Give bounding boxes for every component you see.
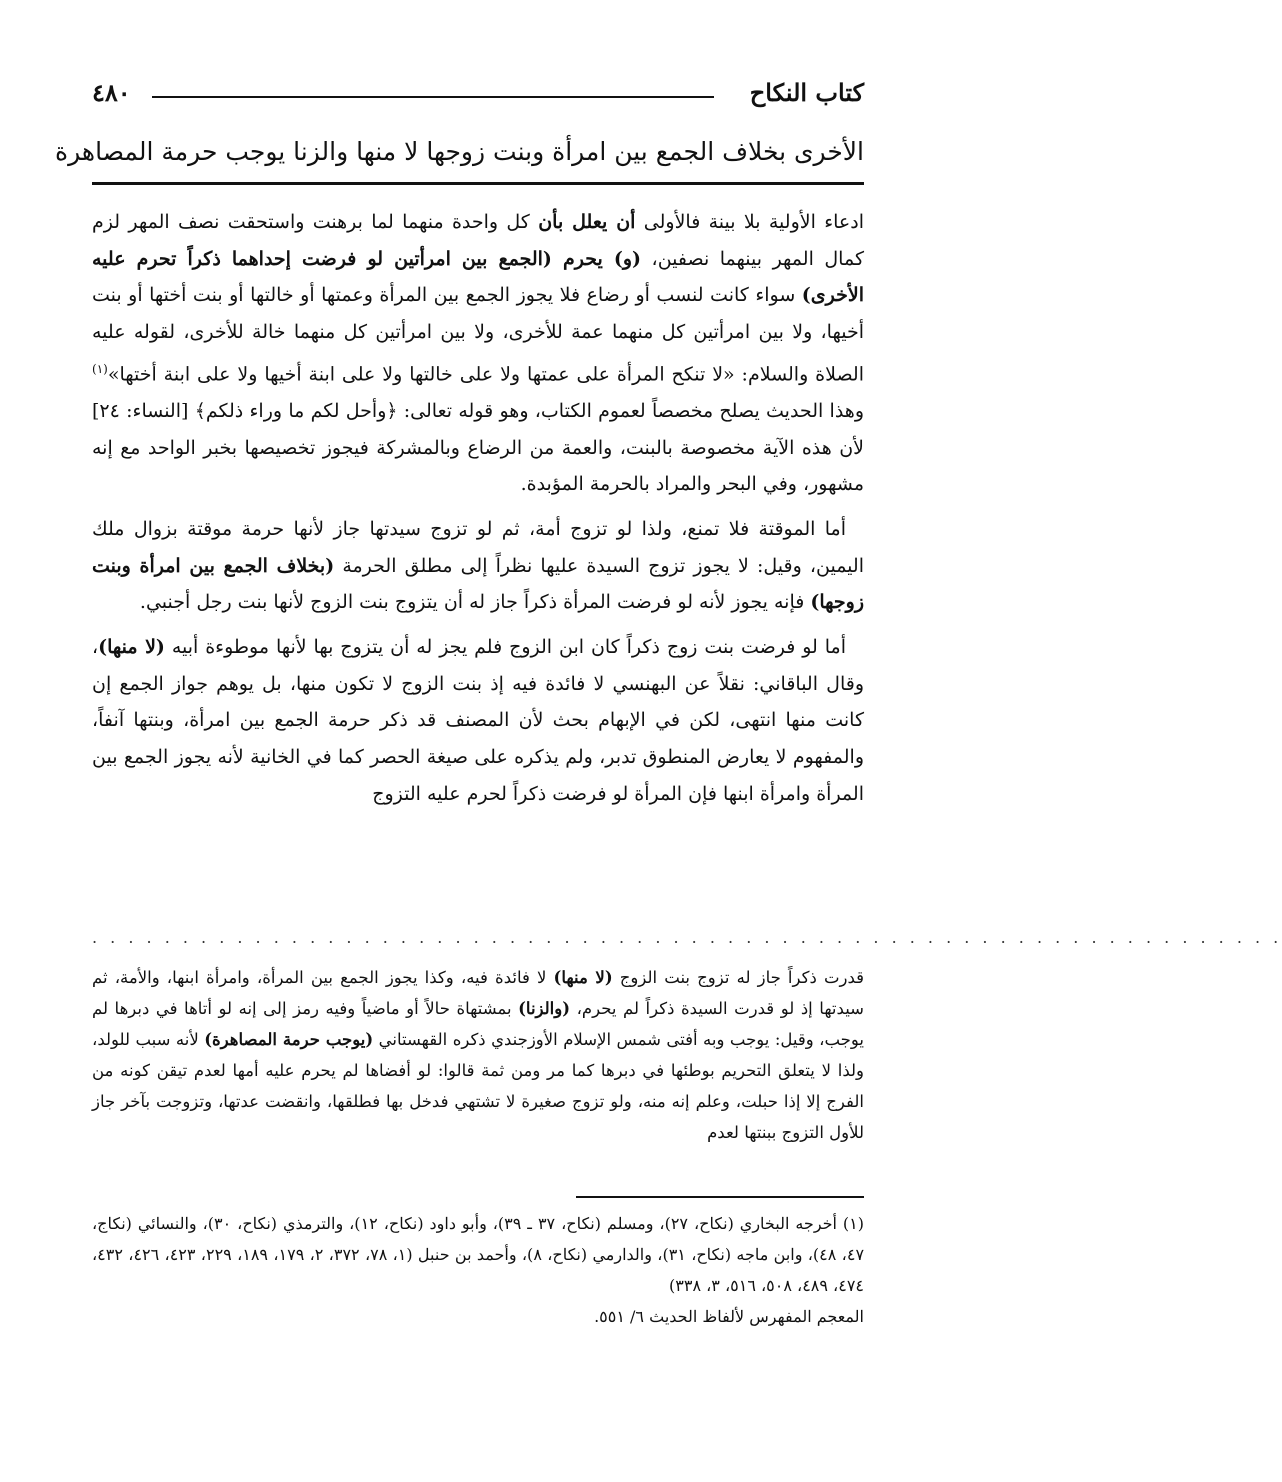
bold-text-run: (بخلاف الجمع بين امرأة وبنت زوجها) xyxy=(92,554,864,614)
footnotes xyxy=(92,1208,864,1332)
text-run: فإنه يجوز لأنه لو فرضت المرأة ذكراً جاز له أن يتزوج بنت الزوج لأنها بنت رجل أجنبي. xyxy=(139,591,811,614)
commentary-paragraph-2 xyxy=(92,511,864,621)
book-title: كتاب النكاح xyxy=(749,78,864,107)
matn-line: الأخرى بخلاف الجمع بين امرأة وبنت زوجها لا منها والزنا يوجب حرمة المصاهرة xyxy=(55,137,864,166)
matn-rule xyxy=(92,182,864,185)
hashiya-paragraph xyxy=(92,962,864,1148)
text-run: أما لو فرضت بنت زوج ذكراً كان ابن الزوج فلم يجز له أن يتزوج بها لأنها موطوءة أبيه xyxy=(164,636,846,659)
commentary-body xyxy=(92,204,864,821)
bold-text-run: (لا منها) xyxy=(98,636,165,659)
text-run: بمشتهاة حالاً أو ماضياً وفيه رمز إلى إنه لو أتاها في دبرها لم يوجب، وقيل: يوجب وبه أفتى شمس الإسلام الأوزجندي ذكره القهستاني xyxy=(92,999,865,1049)
bold-text-run: أن يعلل بأن xyxy=(538,211,636,233)
bold-text-run: (يوجب حرمة المصاهرة) xyxy=(204,1030,374,1049)
footnote-rule xyxy=(576,1196,864,1198)
header-rule xyxy=(152,96,714,98)
bold-text-run: (الجمع بين امرأتين لو فرضت إحداهما ذكراً تحرم عليه الأخرى) xyxy=(92,247,864,307)
footnote-marker: (١) xyxy=(92,361,108,376)
commentary-paragraph-1 xyxy=(92,204,864,503)
text-run: قدرت ذكراً جاز له تزوج بنت الزوج xyxy=(612,968,864,987)
text-run: سواء كانت لنسب أو رضاع فلا يجوز الجمع بين المرأة وعمتها أو خالتها أو بنت أختها أو بنت أخيها، ولا بين امرأتين كل منهما عمة للأخرى، ولا بين امرأتين كل منهما خالة للأخرى، لقوله عليه الصلاة والسلام: «لا تنكح المرأة على عمتها ولا على خالتها ولا على ابنة أخيها ولا على ابنة أختها» xyxy=(92,284,864,386)
page-number: ٤٨٠ xyxy=(92,78,131,107)
bold-text-run: (و) يحرم xyxy=(551,247,642,270)
marginal-commentary xyxy=(92,962,864,1148)
text-run: كل واحدة منهما لما برهنت واستحقت نصف المهر لزم كمال المهر بينهما نصفين، xyxy=(92,211,864,270)
dotted-separator: . . . . . . . . . . . . . . . . . . . . . . . . . . . . . . . . . . . . . . . . . . . . . . . . . . . . . . . . . . . . . . . . . . xyxy=(92,928,1282,947)
text-run: أما الموقتة فلا تمنع، ولذا لو تزوج أمة، ثم لو تزوج سيدتها جاز لأنها حرمة موقتة بزوال ملك اليمين، وقيل: لا يجوز تزوج السيدة عليها نظراً إلى مطلق الحرمة xyxy=(92,517,864,577)
commentary-paragraph-3 xyxy=(92,629,864,813)
text-run: وهذا الحديث يصلح مخصصاً لعموم الكتاب، وهو قوله تعالى: ﴿وأحل لكم ما وراء ذلكم﴾ [النساء: ٢٤] لأن هذه الآية مخصوصة بالبنت، والعمة من الرضاع وبالمشركة فيجوز تخصيصها بخبر الواحد مع إنه مشهور، وفي البحر والمراد بالحرمة المؤبدة. xyxy=(92,399,864,496)
bold-text-run: (لا منها) xyxy=(553,968,613,987)
text-run: لا فائدة فيه، وكذا يجوز الجمع بين المرأة، وامرأة ابنها، والأمة، ثم سيدتها إذ لو قدرت السيدة ذكراً لم يحرم، xyxy=(92,968,864,1018)
page-header xyxy=(92,78,864,112)
text-run: لأنه سبب للولد، ولذا لا يتعلق التحريم بوطئها في دبرها كما مر ومن ثمة قالوا: لو أفضاها لم يحرم عليه أمها لعدم تيقن كونه من الفرج إلا إذا حبلت، وعلم إنه منه، ولو تزوج صغيرة لا تشتهي فدخل بها فطلقها، وانقضت عدتها، وتزوجت بآخر جاز للأول التزوج ببنتها لعدم xyxy=(92,1030,864,1142)
bold-text-run: (والزنا) xyxy=(518,999,571,1018)
text-run: ادعاء الأولية بلا بينة فالأولى xyxy=(635,211,865,233)
text-run: ، وقال الباقاني: نقلاً عن البهنسي لا فائدة فيه إذ بنت الزوج لا تكون منها، بل يوهم جواز الجمع إن كانت منها انتهى، لكن في الإبهام بحث لأن المصنف قد ذكر حرمة الجمع بين امرأة، وبنتها آنفاً، والمفهوم لا يعارض المنطوق تدبر، ولم يذكره على صيغة الحصر كما في الخانية لأنه يجوز الجمع بين المرأة وامرأة ابنها فإن المرأة لو فرضت ذكراً لحرم عليه التزوج xyxy=(92,636,864,805)
footnote-1-continuation: المعجم المفهرس لألفاظ الحديث ٦/ ٥٥١. xyxy=(594,1307,864,1326)
footnote-1: (١) أخرجه البخاري (نكاح، ٢٧)، ومسلم (نكاح، ٣٧ ـ ٣٩)، وأبو داود (نكاح، ١٢)، والترمذي (نكاح، ٣٠)، والنسائي (نكاج، ٤٧، ٤٨)، وابن ماجه (نكاح، ٣١)، والدارمي (نكاح، ٨)، وأحمد بن حنبل (١، ٧٨، ٣٧٢، ٢، ١٧٩، ١٨٩، ٢٢٩، ٤٢٣، ٤٢٦، ٤٣٢، ٤٧٤، ٤٨٩، ٥٠٨، ٥١٦، ٣، ٣٣٨) xyxy=(92,1214,865,1295)
